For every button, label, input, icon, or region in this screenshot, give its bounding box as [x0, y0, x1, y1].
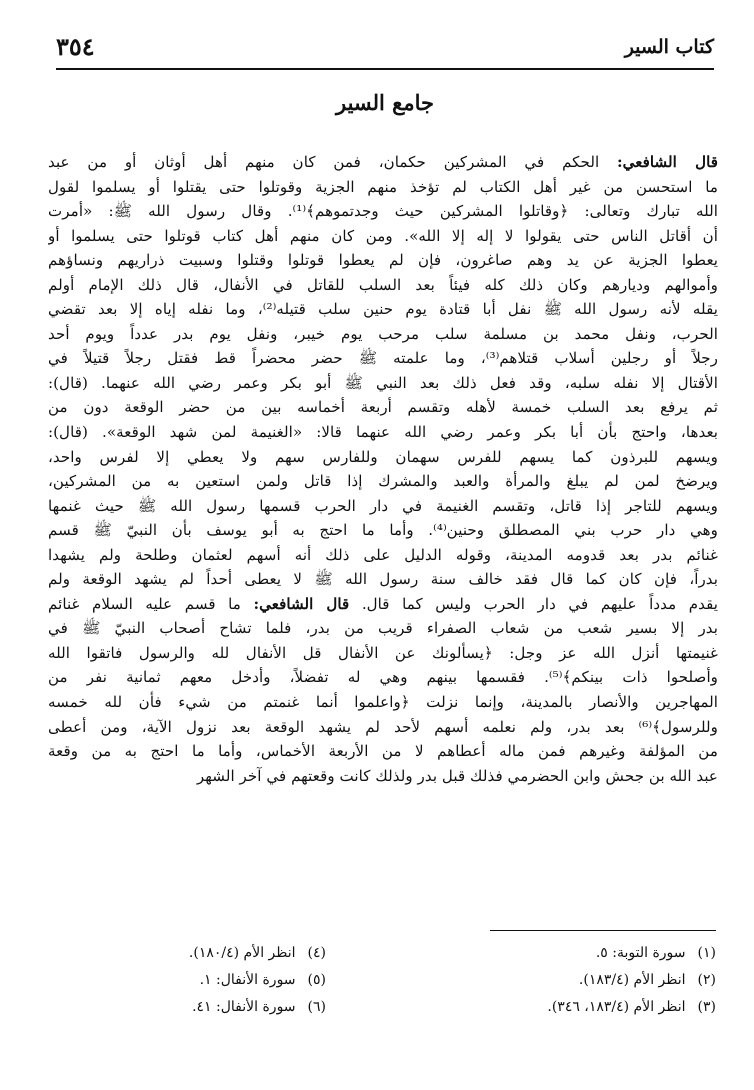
- text-line-9: رجلاً أو رجلين أسلاب قتلاهم⁽³⁾، وما علمته ﷺ حضر محضراً قط فقتل رجلاً قتيلاً في: [48, 349, 718, 368]
- text-line-14: ويرضخ لمن لم يبلغ والمرأة والعبد والمشرك إذا قاتل ولمن استعين به من المشركين،: [48, 472, 718, 491]
- text-line-11: ثم يرفع بعد السلب خمسة لأهله وتقسم أربعة أخماسه بين من حضر الوقعة دون من: [48, 398, 718, 417]
- text-line-5: يعطوا الجزية عن يد وهم صاغرون، فإن لم يعطوا قوتلوا وقتلوا وسبيت ذراريهم ونساؤهم: [48, 251, 718, 270]
- speaker-label: قال الشافعي:: [616, 153, 718, 171]
- text-line-18: بدراً، فإن كان كما قال فقد خالف سنة رسول الله ﷺ لا يعطى أحداً لم يشهد الوقعة ولم: [48, 570, 718, 589]
- text-line-2: ما استحسن من غير أهل الكتاب لم تؤخذ منهم الجزية وقوتلوا حتى يقتلوا أو يسلموا لقول: [48, 177, 718, 196]
- footnote-5: (٥)سورة الأنفال: ١.: [199, 972, 326, 988]
- text-line-19: يقدم مدداً عليهم في دار الحرب وليس كما قال. قال الشافعي: ما قسم عليه السلام غنائم: [48, 594, 718, 613]
- header-divider: [56, 68, 714, 70]
- text-line-13: ويسهم للبرذون كما يسهم للفرس سهمان وللفارس سهم ولا يعطي إلا لفرس واحد،: [48, 447, 718, 466]
- footnote-2: (٢)انظر الأم (١٨٣/٤).: [578, 972, 716, 988]
- text-line-22: وأصلحوا ذات بينكم﴾⁽⁵⁾. فقسمها بينهم وهي له تفضلاً، وأدخل معهم ثمانية نفر من: [48, 668, 718, 687]
- text-line-17: غنائم بدر بعد قدومه المدينة، وقوله الدليل على ذلك أنه أسهم لعثمان وطلحة ولم يشهدا: [48, 545, 718, 564]
- page-header: [56, 30, 714, 66]
- text-line-24: وللرسول﴾⁽⁶⁾ بعد بدر، ولم نعلمه أسهم لأحد لم يشهد الوقعة بعد نزول الآية، ومن أعطى: [48, 717, 718, 736]
- section-title: جامع السير: [335, 90, 434, 115]
- text-line-6: وأموالهم وديارهم وكان ذلك كله فيئاً بعد السلب للقاتل في الأنفال، قال ذلك الإمام أولم: [48, 275, 718, 294]
- text-line-20: بدر إلا بسير شعب من شعاب الصفراء قريب من بدر، فلما تشاح أصحاب النبيّ ﷺ في: [48, 619, 718, 638]
- footnotes-column-right: [396, 940, 716, 1021]
- page-number: ٣٥٤: [56, 32, 95, 61]
- text-line-25: من المؤلفة وغيرهم فمن ماله أعطاهم لا من الأربعة الأخماس، وأما ما احتج به من وقعة: [48, 742, 718, 761]
- text-line-12: بعدها، واحتج بأن أبا بكر وعمر رضي الله عنهما قالا: «الغنيمة لمن شهد الوقعة». (قال):: [48, 423, 718, 442]
- footnote-1: (١)سورة التوبة: ٥.: [595, 945, 716, 961]
- text-line-7: يقله لأنه رسول الله ﷺ نفل أبا قتادة يوم حنين سلب قتيله⁽²⁾، وما نفله إياه إلا بعد تقضي: [48, 300, 718, 319]
- footnote-divider: [490, 930, 716, 931]
- main-paragraph: [48, 150, 718, 788]
- footnote-3: (٣)انظر الأم (١٨٣/٤، ٣٤٦).: [547, 999, 716, 1015]
- footnote-6: (٦)سورة الأنفال: ٤١.: [192, 999, 326, 1015]
- text-line-26: عبد الله بن جحش وابن الحضرمي فذلك قبل بدر ولذلك كانت وقعتهم في آخر الشهر: [196, 766, 718, 785]
- text-line-21: غنيمتها أنزل الله عز وجل: ﴿يسألونك عن الأنفال قل الأنفال لله والرسول فاتقوا الله: [48, 643, 718, 662]
- text-line-15: ويسهم للتاجر إذا قاتل، وتقسم الغنيمة في دار الحرب قسمها رسول الله ﷺ حيث غنمها: [48, 496, 718, 515]
- text-line-8: الحرب، ونفل محمد بن مسلمة سلب مرحب يوم خيبر، ونفل يوم بدر عدداً ويوم أحد: [48, 324, 718, 343]
- footnote-4: (٤)انظر الأم (١٨٠/٤).: [188, 945, 326, 961]
- text-line-3: الله تبارك وتعالى: ﴿وقاتلوا المشركين حيث وجدتموهم﴾⁽¹⁾. وقال رسول الله ﷺ: «أمرت: [48, 202, 718, 221]
- footnotes-column-left: [6, 940, 326, 1021]
- text-line-1: قال الشافعي: الحكم في المشركين حكمان، فمن كان منهم أهل أوثان أو من عبد: [48, 153, 718, 171]
- running-title: كتاب السير: [624, 36, 714, 58]
- text-line-4: أن أقاتل الناس حتى يقولوا لا إله إلا الله». ومن كان منهم أهل كتاب قوتلوا حتى يسلموا أو: [48, 226, 718, 245]
- speaker-label-2: قال الشافعي:: [253, 594, 350, 613]
- text-line-10: الأقتال إلا نفله سلبه، وقد فعل ذلك بعد النبي ﷺ أبو بكر وعمر رضي الله عنهما. (قال):: [48, 373, 718, 392]
- text-line-16: وهي دار حرب بني المصطلق وحنين⁽⁴⁾. وأما ما احتج به أبو يوسف بأن النبيّ ﷺ قسم: [48, 521, 718, 540]
- text-line-23: المهاجرين والأنصار بالمدينة، وإنما نزلت ﴿واعلموا أنما غنمتم من شيء فأن لله خمسه: [48, 693, 718, 712]
